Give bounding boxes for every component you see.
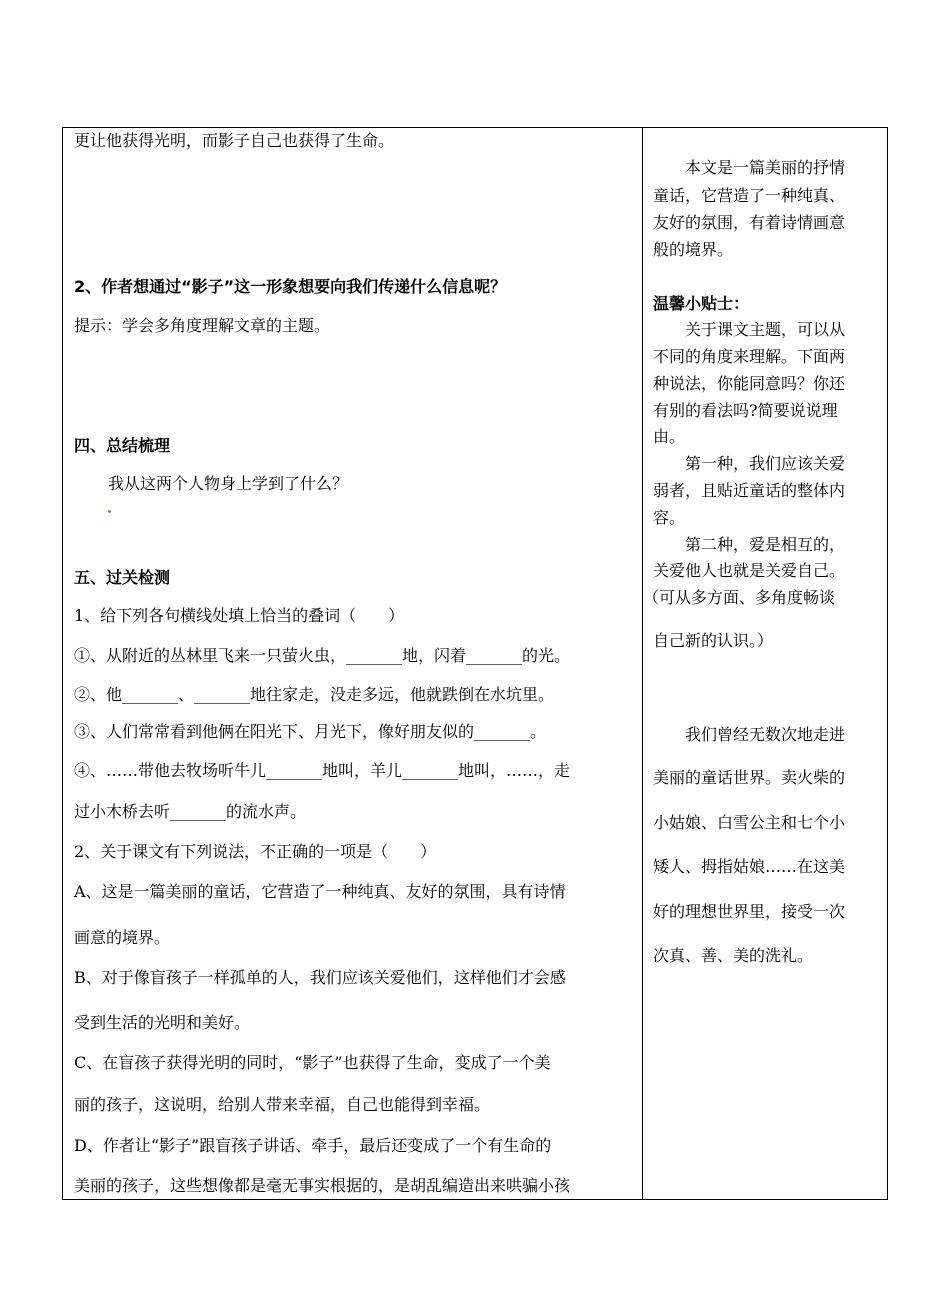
view-two-line: 自己新的认识。） (653, 631, 774, 650)
closing-line: 我们曾经无数次地走进 (653, 725, 846, 744)
tip-line: 不同的角度来理解。下面两 (653, 347, 846, 366)
section-4-title: 四、总结梳理 (74, 436, 171, 455)
option-a-line1: A、这是一篇美丽的童话，它营造了一种纯真、友好的氛围，具有诗情 (74, 882, 566, 901)
view-two-line: 关爱他人也就是关爱自己。 (653, 561, 846, 580)
closing-line: 美丽的童话世界。卖火柴的 (653, 768, 846, 787)
exercise-1-item-d-line1: ④、……带他去牧场听牛儿_______地叫，羊儿_______地叫，……，走 (74, 761, 571, 780)
view-one-line: 第一种，我们应该关爱 (653, 454, 846, 473)
continuation-line: 更让他获得光明，而影子自己也获得了生命。 (74, 131, 395, 150)
sidebar-intro-line: 般的境界。 (653, 240, 734, 259)
closing-line: 好的理想世界里，接受一次 (653, 902, 846, 921)
exercise-1-item-b: ②、他_______、_______地往家走，没走多远，他就跌倒在水坑里。 (74, 685, 555, 704)
stray-mark (108, 510, 111, 513)
option-c-line1: C、在盲孩子获得光明的同时，“影子”也获得了生命，变成了一个美 (74, 1053, 551, 1072)
tip-title: 温馨小贴士： (653, 294, 750, 313)
tip-line: 由。 (653, 427, 686, 446)
view-two-line: （可从多方面、多角度畅谈 (643, 588, 836, 607)
closing-line: 小姑娘、白雪公主和七个小 (653, 813, 846, 832)
tip-line: 种说法，你能同意吗？你还 (653, 374, 846, 393)
option-b-line1: B、对于像盲孩子一样孤单的人，我们应该关爱他们，这样他们才会感 (74, 968, 566, 987)
exercise-1-title: 1、给下列各句横线处填上恰当的叠词（ ） (74, 606, 405, 625)
option-c-line2: 丽的孩子，这说明，给别人带来幸福，自己也能得到幸福。 (74, 1095, 491, 1114)
option-a-line2: 画意的境界。 (74, 928, 171, 947)
view-one-line: 弱者，且贴近童话的整体内 (653, 481, 846, 500)
question-2-title: 2、作者想通过“影子”这一形象想要向我们传递什么信息呢？ (74, 277, 507, 296)
exercise-1-item-c: ③、人们常常看到他俩在阳光下、月光下，像好朋友似的_______。 (74, 722, 547, 741)
closing-line: 次真、善、美的洗礼。 (653, 946, 814, 965)
closing-line: 矮人、拇指姑娘……在这美 (653, 857, 846, 876)
option-b-line2: 受到生活的光明和美好。 (74, 1013, 251, 1032)
option-d-line2: 美丽的孩子，这些想像都是毫无事实根据的，是胡乱编造出来哄骗小孩 (74, 1176, 571, 1195)
section-4-question: 我从这两个人物身上学到了什么？ (108, 474, 349, 493)
section-5-title: 五、过关检测 (74, 568, 171, 587)
sidebar-intro-line: 友好的氛围，有着诗情画意 (653, 213, 846, 232)
sidebar-intro-line: 本文是一篇美丽的抒情 (653, 158, 846, 177)
exercise-1-item-d-line2: 过小木桥去听_______的流水声。 (74, 802, 307, 821)
sidebar-intro-line: 童话，它营造了一种纯真、 (653, 186, 846, 205)
tip-line: 关于课文主题，可以从 (653, 320, 846, 339)
view-one-line: 容。 (653, 508, 686, 527)
option-d-line1: D、作者让“影子”跟盲孩子讲话、牵手，最后还变成了一个有生命的 (74, 1136, 552, 1155)
exercise-1-item-a: ①、从附近的丛林里飞来一只萤火虫，_______地，闪着_______的光。 (74, 646, 571, 665)
column-divider (642, 127, 643, 1200)
tip-line: 有别的看法吗?简要说说理 (653, 401, 838, 420)
question-2-hint: 提示：学会多角度理解文章的主题。 (74, 316, 331, 335)
view-two-line: 第二种，爱是相互的， (653, 535, 846, 554)
exercise-2-title: 2、关于课文有下列说法，不正确的一项是（ ） (74, 842, 437, 861)
